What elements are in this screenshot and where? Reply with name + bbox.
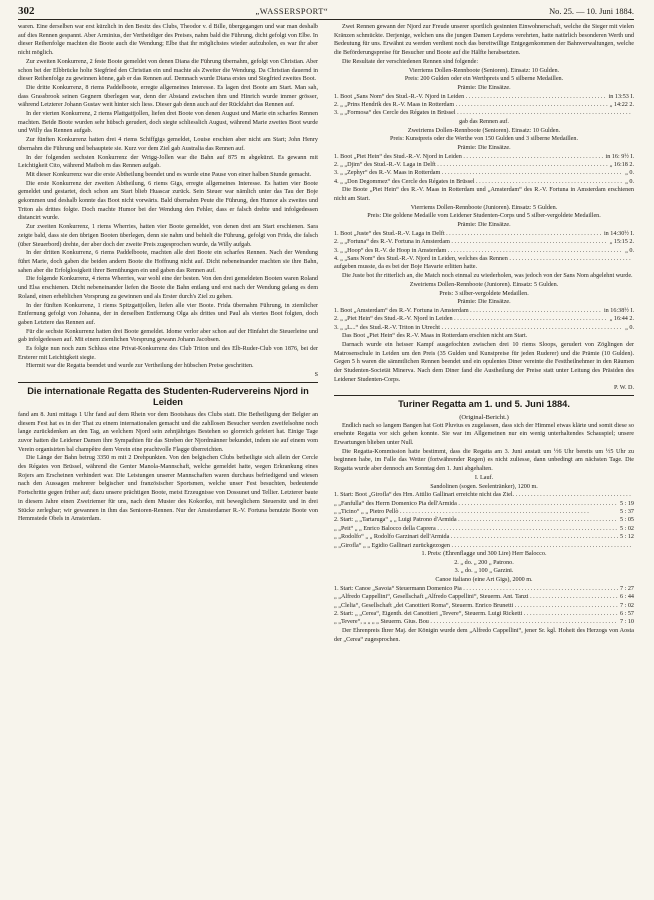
left-column xyxy=(18,23,318,891)
section-divider xyxy=(18,382,318,383)
race-note: gab das Rennen auf. xyxy=(459,118,509,125)
result-row: 4. „ „Don Degommez“ des Cercle des Régates in Brüssel . . . „ 0. xyxy=(334,178,634,186)
paragraph: Zwei Rennen gewann der Njord zur Freude unserer sportlich gesinnten Einwohnerschaft, welche die Sieger mit vielen Kränzen schmückte. Derjenige, welchen uns die jungen Damen Leydens verehrten, hatte natürlich besonderen Werth und Bedeutung für uns. Erwähnt zu werden verdient noch das bereitwillige Entgegenkommen der Bahnverwaltungen, welche die Beförderungspreise für Besucher und Boote auf die Hälfte herabsetzten. xyxy=(334,24,634,57)
section-divider xyxy=(334,395,634,396)
paragraph: Zur zweiten Konkurrenz, 2 feste Boote gemeldet von denen Diana die Führung übernahm, gefolgt von Christian. Aber schon bei der Elbbrücke holte Siegfried den Christian ein und machte als Zweiter die Wendung. Da Christian dauernd in dieser Reihenfolge zu gewinnen könne, gab er das Rennen auf. Demnach wurde Diana erstes und Siegfried zweites Boot. xyxy=(18,58,318,83)
paragraph: Die folgende Konkurrenz, 4 riems Wherries, war wohl eine der besten. Von den drei gemeldeten Booten waren Roland und Elsa erschienen. Dicht nebeneinander liefen die Boote die Bahn entlang und erst nach der Wendung gelang es dem Roland, einen erheblichen Vorsprung zu gewinnen und als Erster durch's Ziel zu gehen. xyxy=(18,276,318,300)
paragraph: In der vierten Konkurrenz, 2 riems Plattgattjollen, liefen drei Boote von denen August und Marie ein scharfes Rennen machten. Beide Boote wurden sehr hübsch gerudert, doch siegte schliesslich August, während Marie zweites Boot wurde und Willy das Rennen aufgab. xyxy=(18,111,318,135)
race-premium: Prämie: Die Einsätze. xyxy=(457,222,511,229)
publication-title: „WASSERSPORT“ xyxy=(255,7,329,16)
result-row: 3. „ „Hoop“ des R.-V. de Hoop in Amsterdam . . . „ 0. xyxy=(334,247,634,255)
race-title: I. Lauf. xyxy=(474,474,494,481)
result-row: 1. Boot „Sans Nom“ des Stud.-R.-V. Njord in Leiden . . . in 13:53 I. xyxy=(334,93,634,101)
result-row: 1. Boot „Juste“ des Stud.-R.-V. Laga in Delft . . . in 14:30½ I. xyxy=(334,230,634,238)
paragraph: In der dritten Konkurrenz, 6 riems Paddelboote, machten alle drei Boote ein scharfes Rennen. Nach der Wendung führt Marie, doch gaben die beiden andern Boote die Hoffnung nicht auf. Dicht nebeneinander machten sie ihre Bahn, sahen aber die Erfolglosigkeit ihrer Bemühungen ein und gaben das Rennen auf. xyxy=(18,250,318,274)
result-row: „ „Alfredo Cappellini“, Gesellschaft „Alfredo Cappellini“, Steuerm. Ant. Tanzi . . . 6 : 44 xyxy=(334,593,634,601)
result-row: 2. „ „Djim“ des Stud.-R.-V. Laga in Delft . . . „ 16:18 2. xyxy=(334,161,634,169)
author-signature: P. W. D. xyxy=(614,385,634,392)
article-headline: Turiner Regatta am 1. und 5. Juni 1884. xyxy=(398,399,570,410)
right-column xyxy=(334,23,634,891)
result-row: „ „Peit“ „ „ Enrico Balocco della Caprera . . . 5 : 02 xyxy=(334,525,634,533)
paragraph: waren. Eine derselben war erst kürzlich in den Besitz des Clubs, Theodor v. d Bille, übergegangen und war man deshalb auf dies Rennen gespannt. Aber Arminius, der Vertheidiger des Preises, nahm bald die Führung, dicht gefolgt von Elbe. In dieser Reihenfolge machten die Boote auch die Wendung; Elbe that ihr möglichstes wieder aufzuholen, es war ihr aber nicht möglich. xyxy=(18,24,318,57)
result-row: 3. „ „L...“ des Stud.-R.-V. Triton in Utrecht . . . „ 0. xyxy=(334,324,634,332)
result-row: 1. Boot „Piet Hein“ des Stud.-R.-V. Njord in Leiden . . . in 16: 9½ I. xyxy=(334,153,634,161)
race-title: Vierriems Dollen-Rennboote (Junioren). Einsatz: 5 Gulden. xyxy=(410,204,558,211)
result-row: „ „Clelia“, Gesellschaft „dei Canottieri Roma“, Steuerm. Enrico Brunetti . . . 7 : 02 xyxy=(334,602,634,610)
race-prize: Preis: Kunstpreis oder die Werthe von 150 Gulden und 3 silberne Medaillen. xyxy=(389,136,578,143)
race-prize: Preis: Die goldene Medaille vom Leidener Studenten-Corps und 5 silber-vergoldete Medaillen. xyxy=(367,213,601,220)
race-title: Vierriems Dollen-Rennboote (Senioren). Einsatz: 10 Gulden. xyxy=(408,67,560,74)
columns xyxy=(18,23,634,891)
race-title: Zweiriems Dollen-Rennboote (Senioren). Einsatz: 10 Gulden. xyxy=(407,127,561,134)
paragraph: Hiermit war die Regatta beendet und wurde zur Vertheilung der hübschen Preise geschritten. xyxy=(26,363,254,370)
result-row: 2. Start: „ „Cerea“, Eigenth. dei Canottieri „Tevere“, Steuerm. Luigi Ricketti . . . 6 : 57 xyxy=(334,610,634,618)
paragraph: In der folgenden sechsten Konkurrenz der Wrigg-Jollen war die Bahn auf 875 m abgekürzt. Es gewann mit Leichtigkeit Cito, während Maiboh m das Rennen aufgab. xyxy=(18,154,318,170)
prize-line: 2. „ do. „ 200 „ Patrono. xyxy=(454,559,514,566)
race-note: aufgeben musste, da es bei der Boje Havarie erlitten hatte. xyxy=(334,264,478,271)
paragraph: In der fünften Konkurrenz, 1 riems Spitzgattjollen, liefen alle vier Boote. Frida übernahm Führung, in ziemlicher Entfernung gefolgt von Johanna, der in derselben Entfernung Olga als drittes und Paul als viertes Boot folgten, doch gaben Letztere das Rennen auf. xyxy=(18,302,318,326)
race-title: Zweiriems Dollen-Rennboote (Junioren). Einsatz: 5 Gulden. xyxy=(409,281,559,288)
paragraph: Die Regatta-Kommission hatte bestimmt, dass die Regatta am 3. Juni anstatt um ½6 Uhr bereits um ½5 Uhr zu beginnen habe, im Falle das Wetter (fortwährender Regen) es nicht zuliesse, dann unbedingt am nächsten Tage. Die Regatta wurde aber dennoch am Sonntag den 1. Juni abgehalten. xyxy=(334,448,634,473)
result-row: „ „Tevere“, „ „ „ „ Steuerm. Gius. Bou . . . 7 : 10 xyxy=(334,618,634,626)
prize-line: 1. Preis: (Ehrenflagge und 300 Lire) Herr Balocco. xyxy=(421,551,547,558)
result-row: 2. „ „Fortuna“ des R.-V. Fortuna in Amsterdam . . . „ 15:15 2. xyxy=(334,238,634,246)
article-subtitle: (Original-Bericht.) xyxy=(459,413,509,421)
running-header xyxy=(18,6,634,20)
result-row: „ „Rodolfo“ „ „ Rodolfo Garzinari dell'Armida . . . 5 : 12 xyxy=(334,533,634,541)
result-row: „ „Ticino“ „ „ Pietro Pellò . . . 5 : 37 xyxy=(334,508,634,516)
paragraph: fand am 8. Juni mittags 1 Uhr fand auf dem Rhein vor dem Bootshaus des Clubs statt. Die Betheiligung der Belgier an diesem Fest hat es in der That zu einem internationalen gemacht und die zahllosen Besucher werden zweifelsohne noch lange zurückdenken an den Tag, an welchem Njord sein zehnjähriges Bestehen so glorreich gefeiert hat. Einige Tage zuvor hatten die Leidener Damen ihre Sympathien für das Streben der Njordmänner bekundet, indem sie auf einem vom Verein organisirten bal champêtre dem Verein eine prachtvolle Flagge überreichten. xyxy=(18,411,318,453)
paragraph: Die dritte Konkurrenz, 8 riems Paddelboote, erregte allgemeines Interesse. Es lagen drei Boote am Start. Man sah, dass Grassbrook seinen Gegnern überlegen war, denn der Abstand zwischen ihm und Hinrich wurde immer grösser, während Letzterer Johann Gustav weit hinter sich liess. Dieser gab denn auch auf der Rückfahrt das Rennen auf. xyxy=(18,84,318,109)
result-row: 1. Boot „Amsterdam“ des R.-V. Fortuna in Amsterdam . . . in 16:38½ I. xyxy=(334,307,634,315)
paragraph: Darnach wurde ein heisser Kampf ausgefochten zwischen drei 10 riems Sloops, gerudert von Zöglingen der Matrosenschule in Leiden um den Preis (35 Gulden und Kunstpreise für jeden Ruderer) und die Prämie (10 Gulden). Gegen 5 h waren die sämmtlichen Rennen beendet und ein opulentes Diner vereinte die Festtheilnehmer in den Räumen der Studenten-Societät Minerva. Nach dem Diner fand die Austheilung der Preise statt unter Leitung des Präsiden des Leidener Studenten-Corps. xyxy=(334,341,634,383)
race-note: Der Ehrenpreis Ihrer Maj. der Königin wurde dem „Alfredo Cappellini“, jener Sr. kgl. Hoheit des Herzogs von Aosta der „Cerea“ zugesprochen. xyxy=(334,627,634,643)
paragraph: Zur zweiten Konkurrenz, 1 riems Wherries, hatten vier Boote gemeldet, von denen drei am Start erschienen. Sara zeigte bald, dass sie den übrigen Booten überlegen, denn sie nahm und behielt die Führung, gefolgt von Frida, die falsch (über Steuerbord) drehte, der aber doch der zweite Preis zugesprochen wurde, da Willy aufgab. xyxy=(18,224,318,248)
race-prize: Preis: 200 Gulden oder ein Werthpreis und 5 silberne Medaillen. xyxy=(404,76,564,83)
race-subtitle: Canoe italiano (eine Art Gigs), 2000 m. xyxy=(435,577,533,584)
article-headline: Die internationale Regatta des Studenten-Rudervereins Njord in Leiden xyxy=(27,385,309,408)
result-row: 2. Start: „ „Tartaruga“ „ „ Luigi Patrono d'Armida . . . 5 : 05 xyxy=(334,516,634,524)
paragraph: Endlich nach so langem Bangen hat Gott Pluvius es zugelassen, dass sich der Himmel etwas klärte und somit diese so ersehnte Regatta vor sich gehen konnte. Sie war im Allgemeinen nur ein wenig unterhaltendes Schauspiel; unsere Erwartungen blieben unter Null. xyxy=(334,422,634,446)
issue-info: No. 25. — 10. Juni 1884. xyxy=(549,7,634,16)
race-premium: Prämie: Die Einsätze. xyxy=(457,144,511,151)
paragraph: Zur fünften Konkurrenz hatten drei 4 riems Schiffgigs gemeldet, Louise erschien aber nicht am Start; John Henry übernahm die Führung und behauptete sie. Kurz vor dem Ziel gab Australia das Rennen auf. xyxy=(18,137,318,152)
result-row: 2. „ „Prins Hendrik des R.-V. Maas in Rotterdam . . . „ 14:22 2. xyxy=(334,101,634,109)
paragraph: Die Resultate der verschiedenen Rennen sind folgende: xyxy=(342,58,479,65)
race-premium: Prämie: Die Einsätze. xyxy=(457,299,511,306)
result-row: 1. Start: Boot „Girofla“ des Hrn. Attilio Gallinari erreichte nicht das Ziel. . . . xyxy=(334,491,634,499)
race-note: Das Boot „Piet Hein“ des R.-V. Maas in Rotterdam erschien nicht am Start. xyxy=(342,333,528,340)
result-row: 3. „ „Formosa“ des Cercle des Régates in Brüssel . . . xyxy=(334,109,634,117)
author-signature: S xyxy=(314,372,318,379)
paragraph: Die erste Konkurrenz der zweiten Abtheilung, 6 riems Gigs, erregte allgemeines Interesse. Es hatten vier Boote gemeldet und gestartet, doch schon am Start blieb Huascar zurück. Sein Steuer war nämlich unter das Tau der Boje gekommen und deshalb konnte das Boot nicht vorwärts. Bald übernahm Peute die Führung, den Humor als zweites und Triton als drittes folgte. Doch machte Humor bei der Wendung den Fehler, dass er falsch drehte und infolgedessen distancirt wurde. xyxy=(18,180,318,222)
page-number: 302 xyxy=(18,5,35,17)
race-note: Die Boote „Piet Hein“ des R.-V. Maas in Rotterdam und „Amsterdam“ des R.-V. Fortuna in Amsterdam erschienen nicht am Start. xyxy=(334,187,634,202)
race-subtitle: Sandolinen (sogen. Seelentränker), 1200 m. xyxy=(430,483,538,490)
race-prize: Preis: 3 silber-vergoldete Medaillen. xyxy=(439,290,529,297)
paragraph: Mit dieser Konkurrenz war die erste Abtheilung beendet und es wurde eine Pause von einer halben Stunde gemacht. xyxy=(26,171,312,178)
race-premium: Prämie: Die Einsätze. xyxy=(457,84,511,91)
result-row: 4. „ „Sans Nom“ des Stud.-R.-V. Njord in Leiden, welches das Rennen . . . xyxy=(334,255,634,263)
paragraph: Es folgte nun noch zum Schluss eine Privat-Konkurrenz des Club Triton und des Elb-Ruder-Club von 1876, bei der Ersterer mit Leichtigkeit siegte. xyxy=(18,346,318,361)
result-row: 2. „ „Piet Hein“ des Stud.-R.-V. Njord in Leiden . . . „ 16:44 2. xyxy=(334,315,634,323)
result-row: 3. „ „Zephyr“ des R.-V. Maas in Rotterdam . . . „ 0. xyxy=(334,169,634,177)
result-row: „ „Girofla“ „ „ Egidio Gallinari zurückgezogen . . . xyxy=(334,542,634,550)
paragraph: Für die sechste Konkurrenz hatten drei Boote gemeldet. Idome verlor aber schon auf der Hinfahrt die Steuerleine und gab infolgedessen auf. Mit einem ziemlichen Vorsprung gewann Johann Jacobsen. xyxy=(18,328,318,344)
prize-line: 3. „ do. „ 100 „ Garzini. xyxy=(454,568,514,575)
paragraph: Die Länge der Bahn betrug 3350 m mit 2 Drehpunkten. Von den belgischen Clubs betheiligte sich allein der Cercle des Régates von Brüssel, während die Genter Manola-Mannschaft, welche gemeldet hatte, wegen Erkrankung eines Rojers am Erscheinen verhindert war. Die Leistungen unserer Mannschaften waren durchaus befriedigend und wiesen nach den Aussagen mehrerer belgischer und französischer Sportsmen, welche unser Fest besuchten, bedeutende Fortschritte gegen früher auf; dazu unsere prächtigen Boote, meist Erzeugnisse von Dossunet und Tellier. Letzterer baute in diesem Jahre einen Zweiriemer für uns, nach dem Muster des Kokoriko, mit beweglichem Steuersitz und in drei Stücke zerlegbar; wir gewannen in ihm das Senioren-Rennen. Nur der Amsterdamer R.-V. Fortuna benutzte Boote von Hemmstede Obels in Amsterdam. xyxy=(18,455,318,523)
result-row: „ „Fanfulla“ des Herrn Domenico Pia dell'Armida . . . 5 : 19 xyxy=(334,500,634,508)
result-row: 1. Start: Canoe „Savoia“ Steuermann Domenico Pia . . . 7 : 27 xyxy=(334,585,634,593)
race-note: Die Juste bot ihr ritterlich an, die Match noch einmal zu wiederholen, was jedoch von der Sans Nom abgelehnt wurde. xyxy=(342,273,633,280)
